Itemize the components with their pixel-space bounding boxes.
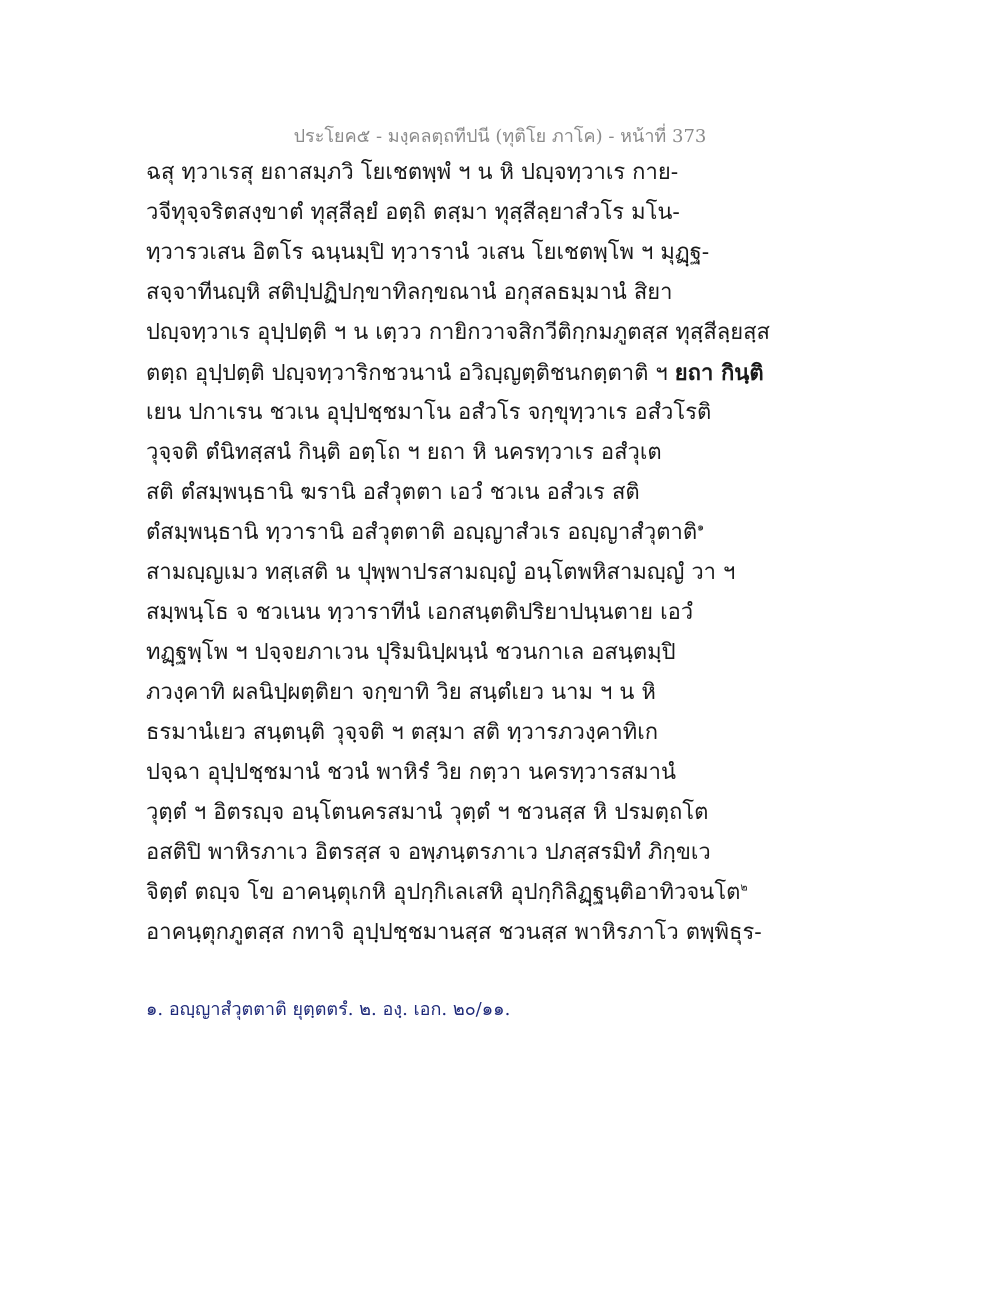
text-line: ทฏฺฐพฺโพ ฯ ปจฺจยภาเวน ปุริมนิปฺผนฺนํ ชวนกาเล อสนฺตมฺปิ <box>146 640 676 665</box>
text-line-with-footnote <box>146 875 748 915</box>
text-line: ทฺวารวเสน อิตโร ฉนฺนมฺปิ ทฺวารานํ วเสน โยเชตพฺโพ ฯ มุฏฺฐ- <box>146 240 710 265</box>
line-text: ตํสมฺพนฺธานิ ทฺวารานิ อสํวุตตาติ อญฺญาสํวเร อญฺญาสํวุตาติ <box>146 520 698 545</box>
text-line: อสติปิ พาหิรภาเว อิตรสฺส จ อพฺภนฺตรภาเว ปภสฺสรมิทํ ภิกฺขเว <box>146 840 711 865</box>
text-line: สามญฺญเมว ทสฺเสติ น ปุพฺพาปรสามญฺญํ อนฺโตพหิสามญฺญํ วา ฯ <box>146 560 736 585</box>
text-line-with-bold <box>146 355 764 395</box>
text-line: ธรมานํเยว สนฺตนฺติ วุจฺจติ ฯ ตสฺมา สติ ทฺวารภวงฺคาทิเก <box>146 720 659 745</box>
footnote: ๑. อญฺญาสํวุตตาติ ยุตฺตตรํ. ๒. องฺ. เอก. ๒๐/๑๑. <box>146 999 511 1020</box>
text-line: วจีทุจฺจริตสงฺขาตํ ทุสฺสีลฺยํ อตฺถิ ตสฺมา ทุสฺสีลฺยาสํวโร มโน- <box>146 200 680 225</box>
page-header: ประโยค๕ - มงฺคลตฺถทีปนี (ทุติโย ภาโค) - หน้าที่ 373 <box>293 126 707 147</box>
footnote-marker: ๒ <box>740 880 748 894</box>
text-line: ปญฺจทฺวาเร อุปฺปตฺติ ฯ น เตฺวว กายิกวาจสิกวีติกฺกมภูตสฺส ทุสฺสีลฺยสฺส <box>146 320 770 345</box>
text-line: สจฺจาทีนญฺหิ สติปฺปฏิปกฺขาทิลกฺขณานํ อกุสลธมฺมานํ สิยา <box>146 280 673 305</box>
text-line: ปจฺฉา อุปฺปชฺชมานํ ชวนํ พาหิรํ วิย กตฺวา นครทฺวารสมานํ <box>146 760 677 785</box>
body-text <box>146 155 770 955</box>
text-line: วุจฺจติ ตํนิทสฺสนํ กินฺติ อตฺโถ ฯ ยถา หิ นครทฺวาเร อสํวุเต <box>146 440 662 465</box>
footnote-marker: ๑ <box>697 520 705 534</box>
text-line: สติ ตํสมฺพนฺธานิ ฆรานิ อสํวุตตา เอวํ ชวเน อสํวเร สติ <box>146 480 640 505</box>
text-line: อาคนฺตุกภูตสฺส กทาจิ อุปฺปชฺชมานสฺส ชวนสฺส พาหิรภาโว ตพฺพิธุร- <box>146 920 762 945</box>
text-line: เยน ปกาเรน ชวเน อุปฺปชฺชมาโน อสํวโร จกฺขุทฺวาเร อสํวโรติ <box>146 400 712 425</box>
text-line: ฉสุ ทฺวาเรสุ ยถาสมฺภวิ โยเชตพฺพํ ฯ น หิ ปญฺจทฺวาเร กาย- <box>146 160 679 185</box>
text-line: วุตฺตํ ฯ อิตรญฺจ อนฺโตนครสมานํ วุตฺตํ ฯ ชวนสฺส หิ ปรมตฺถโต <box>146 800 709 825</box>
line-text: ตตฺถ อุปฺปตฺติ ปญฺจทฺวาริกชวนานํ อวิญฺญตฺติชนกตฺตาติ ฯ <box>146 361 675 386</box>
line-text: จิตฺตํ ตญฺจ โข อาคนฺตุเกหิ อุปกฺกิเลเสหิ อุปกฺกิลิฏฺฐนฺติอาทิวจนโต <box>146 880 741 905</box>
text-line-with-footnote <box>146 515 706 555</box>
text-line: สมฺพนฺโธ จ ชวเนน ทฺวาราทีนํ เอกสนฺตติปริยาปนฺนตาย เอวํ <box>146 600 694 625</box>
bold-phrase: ยถา กินฺติ <box>674 360 764 386</box>
text-line: ภวงฺคาทิ ผลนิปฺผตฺติยา จกฺขาทิ วิย สนฺตํเยว นาม ฯ น หิ <box>146 680 656 705</box>
